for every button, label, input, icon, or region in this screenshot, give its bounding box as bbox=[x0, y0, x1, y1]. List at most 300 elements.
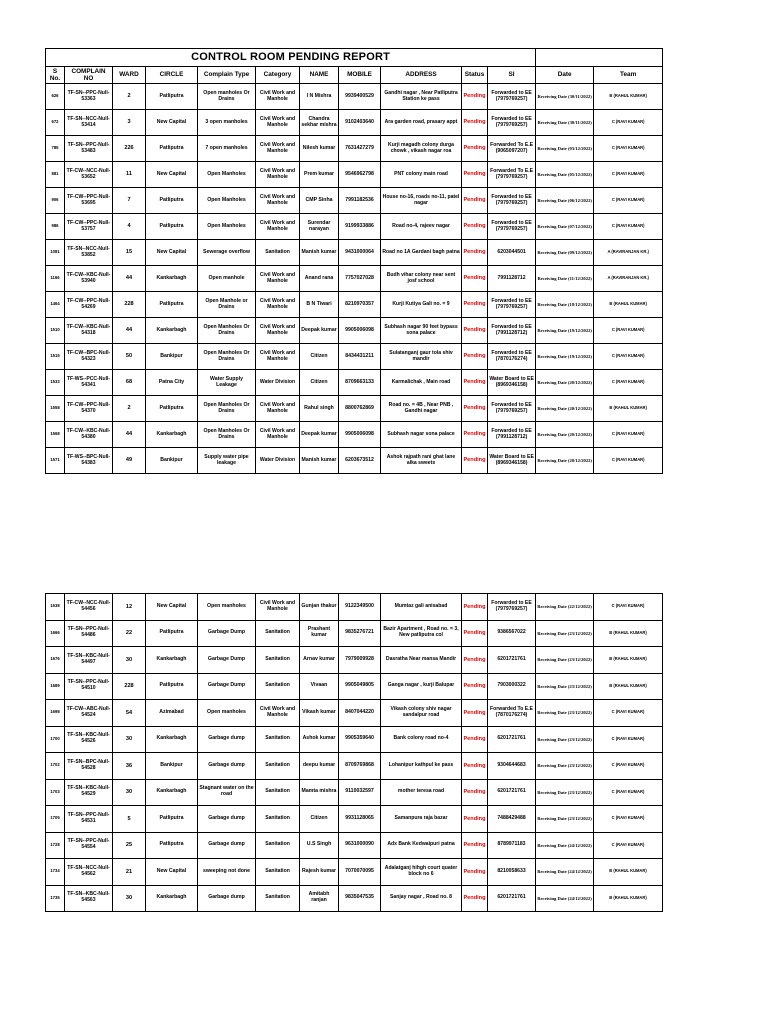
cell-date: Receiving Date (23/12/2022) bbox=[536, 726, 594, 753]
cell-category: Sanitation bbox=[256, 647, 300, 674]
cell-mobile: 8709769868 bbox=[339, 753, 381, 780]
cell-category: Sanitation bbox=[256, 620, 300, 647]
cell-si: 9386567022 bbox=[488, 620, 536, 647]
cell-category: Civil Work and Manhole bbox=[256, 344, 300, 370]
cell-mobile: 8800762869 bbox=[339, 396, 381, 422]
cell-name: Anand rana bbox=[300, 266, 339, 292]
cell-name: Surendar narayan bbox=[300, 214, 339, 240]
cell-team: B (RAHUL KUMAR) bbox=[594, 84, 663, 110]
cell-complain-no: TF-CW--PPC-Null-54269 bbox=[65, 292, 113, 318]
cell-sno: 1081 bbox=[46, 240, 65, 266]
cell-mobile: 9122349500 bbox=[339, 594, 381, 621]
cell-category: Sanitation bbox=[256, 859, 300, 886]
cell-si: Forwarded to EE (7979769257) bbox=[488, 396, 536, 422]
table-row bbox=[46, 396, 663, 422]
cell-status: Pending bbox=[462, 214, 488, 240]
cell-mobile: 9110032597 bbox=[339, 779, 381, 806]
cell-address: mother teresa road bbox=[381, 779, 462, 806]
cell-circle: New Capital bbox=[146, 594, 198, 621]
cell-category: Sanitation bbox=[256, 726, 300, 753]
cell-category: Civil Work and Manhole bbox=[256, 162, 300, 188]
cell-team: C (RAVI KUMAR) bbox=[594, 700, 663, 727]
cell-team: C (RAVI KUMAR) bbox=[594, 448, 663, 474]
cell-address: Mumtaz gali anisabad bbox=[381, 594, 462, 621]
cell-ward: 2 bbox=[113, 396, 146, 422]
cell-si: Forwarded to EE (7979769257) bbox=[488, 594, 536, 621]
cell-circle: Patliputra bbox=[146, 84, 198, 110]
cell-team: B (RAHUL KUMAR) bbox=[594, 885, 663, 912]
cell-mobile: 7757027028 bbox=[339, 266, 381, 292]
table-row bbox=[46, 700, 663, 727]
cell-circle: New Capital bbox=[146, 859, 198, 886]
cell-complain-no: TF-CW--NCC-Null-53652 bbox=[65, 162, 113, 188]
table-row bbox=[46, 370, 663, 396]
cell-complain-no: TF-SN--NCC-Null-53852 bbox=[65, 240, 113, 266]
cell-date: Receiving Date (06/12/2022) bbox=[536, 188, 594, 214]
table-row bbox=[46, 188, 663, 214]
cell-complain-no: TF-CW--PPC-Null-53757 bbox=[65, 214, 113, 240]
table-row bbox=[46, 240, 663, 266]
cell-ward: 30 bbox=[113, 885, 146, 912]
cell-sno: 1689 bbox=[46, 673, 65, 700]
cell-circle: Patna City bbox=[146, 370, 198, 396]
cell-sno: 1703 bbox=[46, 779, 65, 806]
cell-team: C (RAVI KUMAR) bbox=[594, 318, 663, 344]
cell-address: Adx Bank Kedwaipuri patna bbox=[381, 832, 462, 859]
table-row bbox=[46, 594, 663, 621]
cell-address: Dasratha Near mansa Mandir bbox=[381, 647, 462, 674]
cell-complain-no: TF-SN--KBC-Null-54526 bbox=[65, 726, 113, 753]
table-row bbox=[46, 753, 663, 780]
header-category: Category bbox=[256, 67, 300, 84]
cell-sno: 1728 bbox=[46, 832, 65, 859]
cell-status: Pending bbox=[462, 859, 488, 886]
cell-mobile: 9199933886 bbox=[339, 214, 381, 240]
cell-complain-type: Garbage Dump bbox=[198, 647, 256, 674]
cell-date: Receiving Date (23/12/2022) bbox=[536, 620, 594, 647]
cell-name: Manish kumar bbox=[300, 448, 339, 474]
cell-team: B (RAHUL KUMAR) bbox=[594, 292, 663, 318]
header-si: SI bbox=[488, 67, 536, 84]
cell-si: 6201721761 bbox=[488, 779, 536, 806]
cell-circle: Kankarbagh bbox=[146, 647, 198, 674]
cell-name: Deepak kumar bbox=[300, 422, 339, 448]
cell-category: Sanitation bbox=[256, 885, 300, 912]
cell-mobile: 9835276721 bbox=[339, 620, 381, 647]
cell-address: Sanjay nagar , Road no. 8 bbox=[381, 885, 462, 912]
cell-complain-no: TF-SN--NCC-Null-53414 bbox=[65, 110, 113, 136]
table-row bbox=[46, 266, 663, 292]
cell-complain-no: TF-SN--KBC-Null-54497 bbox=[65, 647, 113, 674]
table-row bbox=[46, 832, 663, 859]
cell-si: Forwarded to EE (7979769257) bbox=[488, 292, 536, 318]
cell-status: Pending bbox=[462, 885, 488, 912]
cell-name: Prem kumar bbox=[300, 162, 339, 188]
cell-complain-type: Garbage dump bbox=[198, 753, 256, 780]
cell-team: C (RAVI KUMAR) bbox=[594, 594, 663, 621]
cell-status: Pending bbox=[462, 344, 488, 370]
cell-team: C (RAVI KUMAR) bbox=[594, 162, 663, 188]
cell-si: 6201721761 bbox=[488, 726, 536, 753]
table-row bbox=[46, 162, 663, 188]
cell-sno: 785 bbox=[46, 136, 65, 162]
cell-date: Receiving Date (23/12/2022) bbox=[536, 753, 594, 780]
cell-sno: 1638 bbox=[46, 594, 65, 621]
title-blank-cell bbox=[536, 49, 663, 67]
cell-complain-type: Open Manholes Or Drains bbox=[198, 422, 256, 448]
cell-name: U.S Singh bbox=[300, 832, 339, 859]
cell-ward: 2 bbox=[113, 84, 146, 110]
cell-circle: Patliputra bbox=[146, 620, 198, 647]
cell-complain-no: TF-CW--PPC-Null-54370 bbox=[65, 396, 113, 422]
cell-complain-type: 7 open manholes bbox=[198, 136, 256, 162]
cell-complain-type: Open Manholes Or Drains bbox=[198, 318, 256, 344]
table-row bbox=[46, 806, 663, 833]
cell-team: C (RAVI KUMAR) bbox=[594, 370, 663, 396]
cell-si: 9304644683 bbox=[488, 753, 536, 780]
cell-complain-no: TF-SN--PPC-Null-53483 bbox=[65, 136, 113, 162]
header-mobile: MOBILE bbox=[339, 67, 381, 84]
cell-address: Budh vihar colony near sent josf school bbox=[381, 266, 462, 292]
cell-circle: Azimabad bbox=[146, 700, 198, 727]
cell-circle: Kankarbagh bbox=[146, 779, 198, 806]
cell-team: C (RAVI KUMAR) bbox=[594, 753, 663, 780]
cell-circle: Patliputra bbox=[146, 806, 198, 833]
cell-complain-type: Garbage dump bbox=[198, 806, 256, 833]
cell-ward: 50 bbox=[113, 344, 146, 370]
cell-date: Receiving Date (23/12/2022) bbox=[536, 779, 594, 806]
cell-address: Bazir Apartment , Road no. = 3, New patliputra col bbox=[381, 620, 462, 647]
cell-name: Citizen bbox=[300, 344, 339, 370]
cell-team: B (RAHUL KUMAR) bbox=[594, 859, 663, 886]
cell-category: Civil Work and Manhole bbox=[256, 700, 300, 727]
cell-complain-no: TF-SN--KBC-Null-54529 bbox=[65, 779, 113, 806]
cell-complain-type: Garbage dump bbox=[198, 726, 256, 753]
cell-category: Civil Work and Manhole bbox=[256, 422, 300, 448]
cell-complain-no: TF-CW--KBC-Null-53940 bbox=[65, 266, 113, 292]
cell-complain-type: Open Manholes Or Drains bbox=[198, 344, 256, 370]
cell-date: Receiving Date (24/12/2022) bbox=[536, 832, 594, 859]
cell-complain-type: Garbage Dump bbox=[198, 673, 256, 700]
cell-team: C (RAVI KUMAR) bbox=[594, 188, 663, 214]
cell-address: Vikash colony shiv nagar sandalpur road bbox=[381, 700, 462, 727]
cell-complain-no: TF-SN--BPC-Null-54528 bbox=[65, 753, 113, 780]
cell-sno: 1568 bbox=[46, 422, 65, 448]
cell-name: Citizen bbox=[300, 370, 339, 396]
cell-sno: 1510 bbox=[46, 318, 65, 344]
cell-mobile: 9939400529 bbox=[339, 84, 381, 110]
cell-address: Lohanipur kathpul ke pass bbox=[381, 753, 462, 780]
cell-team: C (RAVI KUMAR) bbox=[594, 806, 663, 833]
cell-sno: 1705 bbox=[46, 806, 65, 833]
cell-sno: 1515 bbox=[46, 344, 65, 370]
cell-name: Arnav kumar bbox=[300, 647, 339, 674]
cell-complain-type: Open Manhole or Drains bbox=[198, 292, 256, 318]
cell-address: Adalatganj hihgh court quater block no 6 bbox=[381, 859, 462, 886]
cell-status: Pending bbox=[462, 806, 488, 833]
cell-category: Water Division bbox=[256, 448, 300, 474]
cell-status: Pending bbox=[462, 594, 488, 621]
cell-si: Forwarded to EE (7979769257) bbox=[488, 84, 536, 110]
cell-date: Receiving Date (19/12/2022) bbox=[536, 318, 594, 344]
cell-team: C (RAVI KUMAR) bbox=[594, 832, 663, 859]
cell-mobile: 9905006098 bbox=[339, 422, 381, 448]
cell-complain-no: TF-CW--NCC-Null-54456 bbox=[65, 594, 113, 621]
cell-si: 6201721761 bbox=[488, 647, 536, 674]
cell-status: Pending bbox=[462, 84, 488, 110]
table-row bbox=[46, 885, 663, 912]
cell-complain-no: TF-SN--PPC-Null-53363 bbox=[65, 84, 113, 110]
cell-team: C (RAVI KUMAR) bbox=[594, 344, 663, 370]
cell-address: Road no 1A Gardani bagh patna bbox=[381, 240, 462, 266]
cell-address: Sulatanganj gaur tola shiv mandir bbox=[381, 344, 462, 370]
cell-complain-type: Open Manholes Or Drains bbox=[198, 396, 256, 422]
cell-date: Receiving Date (23/12/2022) bbox=[536, 700, 594, 727]
header-team: Team bbox=[594, 67, 663, 84]
table-row bbox=[46, 673, 663, 700]
cell-si: Forwarded to EE (7991128712) bbox=[488, 318, 536, 344]
cell-ward: 30 bbox=[113, 726, 146, 753]
cell-date: Receiving Date (20/12/2022) bbox=[536, 396, 594, 422]
cell-mobile: 9431000064 bbox=[339, 240, 381, 266]
cell-date: Receiving Date (05/12/2022) bbox=[536, 162, 594, 188]
cell-mobile: 9631000090 bbox=[339, 832, 381, 859]
table-row bbox=[46, 647, 663, 674]
cell-team: C (RAVI KUMAR) bbox=[594, 214, 663, 240]
cell-complain-no: TF-WS--BPC-Null-54383 bbox=[65, 448, 113, 474]
cell-ward: 7 bbox=[113, 188, 146, 214]
cell-mobile: 9905359640 bbox=[339, 726, 381, 753]
cell-date: Receiving Date (30/11/2022) bbox=[536, 110, 594, 136]
cell-category: Sanitation bbox=[256, 673, 300, 700]
cell-complain-no: TF-SN--PPC-Null-54486 bbox=[65, 620, 113, 647]
cell-category: Civil Work and Manhole bbox=[256, 594, 300, 621]
cell-address: PNT colony main road bbox=[381, 162, 462, 188]
report-title: CONTROL ROOM PENDING REPORT bbox=[46, 49, 536, 67]
cell-complain-type: Open Manholes bbox=[198, 188, 256, 214]
cell-circle: Kankarbagh bbox=[146, 318, 198, 344]
cell-si: Forwarded To E.E (7979769257) bbox=[488, 162, 536, 188]
cell-si: Forwarded to EE (7979769257) bbox=[488, 110, 536, 136]
cell-date: Receiving Date (09/12/2022) bbox=[536, 240, 594, 266]
cell-ward: 36 bbox=[113, 753, 146, 780]
cell-date: Receiving Date (20/12/2022) bbox=[536, 422, 594, 448]
cell-category: Sanitation bbox=[256, 240, 300, 266]
header-status: Status bbox=[462, 67, 488, 84]
cell-status: Pending bbox=[462, 396, 488, 422]
cell-mobile: 7991182536 bbox=[339, 188, 381, 214]
cell-date: Receiving Date (30/11/2022) bbox=[536, 84, 594, 110]
cell-address: Kurji magadh colony durga chowk , vikash nagar roa bbox=[381, 136, 462, 162]
cell-complain-no: TF-CW--ABC-Null-54524 bbox=[65, 700, 113, 727]
cell-complain-type: Open Manholes bbox=[198, 162, 256, 188]
cell-status: Pending bbox=[462, 370, 488, 396]
cell-date: Receiving Date (20/12/2022) bbox=[536, 448, 594, 474]
cell-sno: 672 bbox=[46, 110, 65, 136]
cell-mobile: 7979009928 bbox=[339, 647, 381, 674]
cell-complain-type: Water Supply Leakage bbox=[198, 370, 256, 396]
cell-ward: 15 bbox=[113, 240, 146, 266]
cell-team: C (RAVI KUMAR) bbox=[594, 110, 663, 136]
cell-circle: Bankipur bbox=[146, 753, 198, 780]
cell-complain-type: Open manholes bbox=[198, 700, 256, 727]
cell-date: Receiving Date (11/12/2022) bbox=[536, 266, 594, 292]
cell-address: Road no. = 4B , Near PNB , Gandhi nagar bbox=[381, 396, 462, 422]
cell-si: Forwarded to EE (7979769257) bbox=[488, 214, 536, 240]
cell-mobile: 9905006098 bbox=[339, 318, 381, 344]
cell-category: Civil Work and Manhole bbox=[256, 292, 300, 318]
cell-status: Pending bbox=[462, 318, 488, 344]
cell-circle: Patliputra bbox=[146, 292, 198, 318]
cell-si: Forwarded to EE (7870176274) bbox=[488, 344, 536, 370]
cell-mobile: 8407044220 bbox=[339, 700, 381, 727]
cell-circle: Bankipur bbox=[146, 448, 198, 474]
cell-complain-type: Sewerage overflow bbox=[198, 240, 256, 266]
cell-circle: Patliputra bbox=[146, 832, 198, 859]
cell-complain-type: Garbage Dump bbox=[198, 620, 256, 647]
cell-address: Ara garden road, prasary appt bbox=[381, 110, 462, 136]
cell-name: Vikash kumar bbox=[300, 700, 339, 727]
cell-status: Pending bbox=[462, 188, 488, 214]
cell-si: Water Board to EE (8969346158) bbox=[488, 448, 536, 474]
table-row bbox=[46, 136, 663, 162]
header-date: Date bbox=[536, 67, 594, 84]
cell-name: Nilesh kumar bbox=[300, 136, 339, 162]
cell-date: Receiving Date (03/12/2022) bbox=[536, 136, 594, 162]
cell-name: Vivaan bbox=[300, 673, 339, 700]
cell-mobile: 9905049805 bbox=[339, 673, 381, 700]
cell-sno: 1702 bbox=[46, 753, 65, 780]
table-row bbox=[46, 292, 663, 318]
cell-complain-no: TF-CW--PPC-Null-53695 bbox=[65, 188, 113, 214]
cell-address: Subhash nagar sona palace bbox=[381, 422, 462, 448]
cell-sno: 1464 bbox=[46, 292, 65, 318]
cell-circle: New Capital bbox=[146, 162, 198, 188]
table-row bbox=[46, 214, 663, 240]
cell-complain-type: sweeping not done bbox=[198, 859, 256, 886]
cell-si: 7903000322 bbox=[488, 673, 536, 700]
cell-name: Ashok kumar bbox=[300, 726, 339, 753]
cell-category: Civil Work and Manhole bbox=[256, 396, 300, 422]
cell-sno: 1166 bbox=[46, 266, 65, 292]
table-row bbox=[46, 448, 663, 474]
cell-status: Pending bbox=[462, 136, 488, 162]
header-name: NAME bbox=[300, 67, 339, 84]
cell-ward: 44 bbox=[113, 422, 146, 448]
cell-name: CMP Sinha bbox=[300, 188, 339, 214]
cell-name: Rahul singh bbox=[300, 396, 339, 422]
cell-date: Receiving Date (23/12/2022) bbox=[536, 673, 594, 700]
cell-category: Water Division bbox=[256, 370, 300, 396]
cell-team: C (RAVI KUMAR) bbox=[594, 422, 663, 448]
cell-team: C (RAVI KUMAR) bbox=[594, 779, 663, 806]
cell-category: Civil Work and Manhole bbox=[256, 136, 300, 162]
cell-ward: 44 bbox=[113, 318, 146, 344]
cell-circle: Patliputra bbox=[146, 214, 198, 240]
cell-complain-no: TF-CW--KBC-Null-54318 bbox=[65, 318, 113, 344]
cell-name: B N Tiwari bbox=[300, 292, 339, 318]
cell-sno: 1558 bbox=[46, 396, 65, 422]
cell-status: Pending bbox=[462, 266, 488, 292]
cell-status: Pending bbox=[462, 700, 488, 727]
cell-mobile: 9102403640 bbox=[339, 110, 381, 136]
cell-sno: 881 bbox=[46, 162, 65, 188]
cell-si: Forwarded To E.E (7870176274) bbox=[488, 700, 536, 727]
cell-ward: 228 bbox=[113, 292, 146, 318]
cell-mobile: 8210970357 bbox=[339, 292, 381, 318]
cell-mobile: 8709663133 bbox=[339, 370, 381, 396]
cell-complain-no: TF-SN--PPC-Null-54554 bbox=[65, 832, 113, 859]
cell-ward: 5 bbox=[113, 806, 146, 833]
cell-name: Gunjan thakur bbox=[300, 594, 339, 621]
cell-team: A (RAVIRANJAN KR.) bbox=[594, 240, 663, 266]
cell-circle: Kankarbagh bbox=[146, 422, 198, 448]
cell-date: Receiving Date (23/12/2022) bbox=[536, 647, 594, 674]
cell-category: Civil Work and Manhole bbox=[256, 266, 300, 292]
table-row bbox=[46, 110, 663, 136]
cell-status: Pending bbox=[462, 110, 488, 136]
cell-si: 8789971183 bbox=[488, 832, 536, 859]
cell-address: Subhash nagar 90 feet bypass sona palace bbox=[381, 318, 462, 344]
cell-address: Kurji Kutiya Gali no. = 9 bbox=[381, 292, 462, 318]
cell-complain-no: TF-SN--PPC-Null-54510 bbox=[65, 673, 113, 700]
cell-complain-no: TF-SN--KBC-Null-54563 bbox=[65, 885, 113, 912]
cell-status: Pending bbox=[462, 753, 488, 780]
cell-ward: 3 bbox=[113, 110, 146, 136]
cell-si: Forwarded To E.E (9065097207) bbox=[488, 136, 536, 162]
cell-si: 7488429488 bbox=[488, 806, 536, 833]
cell-circle: Bankipur bbox=[146, 344, 198, 370]
cell-si: Water Board to EE (8969346158) bbox=[488, 370, 536, 396]
cell-status: Pending bbox=[462, 162, 488, 188]
cell-ward: 226 bbox=[113, 136, 146, 162]
cell-ward: 30 bbox=[113, 779, 146, 806]
cell-category: Sanitation bbox=[256, 779, 300, 806]
header-complain-no: COMPLAIN NO bbox=[65, 67, 113, 84]
cell-status: Pending bbox=[462, 620, 488, 647]
cell-mobile: 7070070095 bbox=[339, 859, 381, 886]
cell-category: Civil Work and Manhole bbox=[256, 84, 300, 110]
cell-complain-no: TF-CW--KBC-Null-54380 bbox=[65, 422, 113, 448]
cell-status: Pending bbox=[462, 726, 488, 753]
header-ward: WARD bbox=[113, 67, 146, 84]
cell-complain-type: Supply water pipe leakage bbox=[198, 448, 256, 474]
cell-sno: 1571 bbox=[46, 448, 65, 474]
cell-sno: 626 bbox=[46, 84, 65, 110]
cell-status: Pending bbox=[462, 292, 488, 318]
cell-date: Receiving Date (24/12/2022) bbox=[536, 885, 594, 912]
cell-circle: New Capital bbox=[146, 240, 198, 266]
cell-team: B (RAHUL KUMAR) bbox=[594, 620, 663, 647]
cell-complain-type: Garbage dump bbox=[198, 832, 256, 859]
cell-sno: 1666 bbox=[46, 620, 65, 647]
cell-sno: 1735 bbox=[46, 885, 65, 912]
cell-name: I N Mishra bbox=[300, 84, 339, 110]
table-row bbox=[46, 422, 663, 448]
cell-mobile: 8434431211 bbox=[339, 344, 381, 370]
cell-mobile: 6203673512 bbox=[339, 448, 381, 474]
cell-team: C (RAVI KUMAR) bbox=[594, 136, 663, 162]
cell-ward: 44 bbox=[113, 266, 146, 292]
cell-name: deepu kumar bbox=[300, 753, 339, 780]
cell-complain-type: Open manholes Or Drains bbox=[198, 84, 256, 110]
cell-address: Bank colony road no-4 bbox=[381, 726, 462, 753]
cell-ward: 4 bbox=[113, 214, 146, 240]
header-sno: S No. bbox=[46, 67, 65, 84]
cell-status: Pending bbox=[462, 240, 488, 266]
cell-category: Sanitation bbox=[256, 806, 300, 833]
cell-category: Civil Work and Manhole bbox=[256, 188, 300, 214]
